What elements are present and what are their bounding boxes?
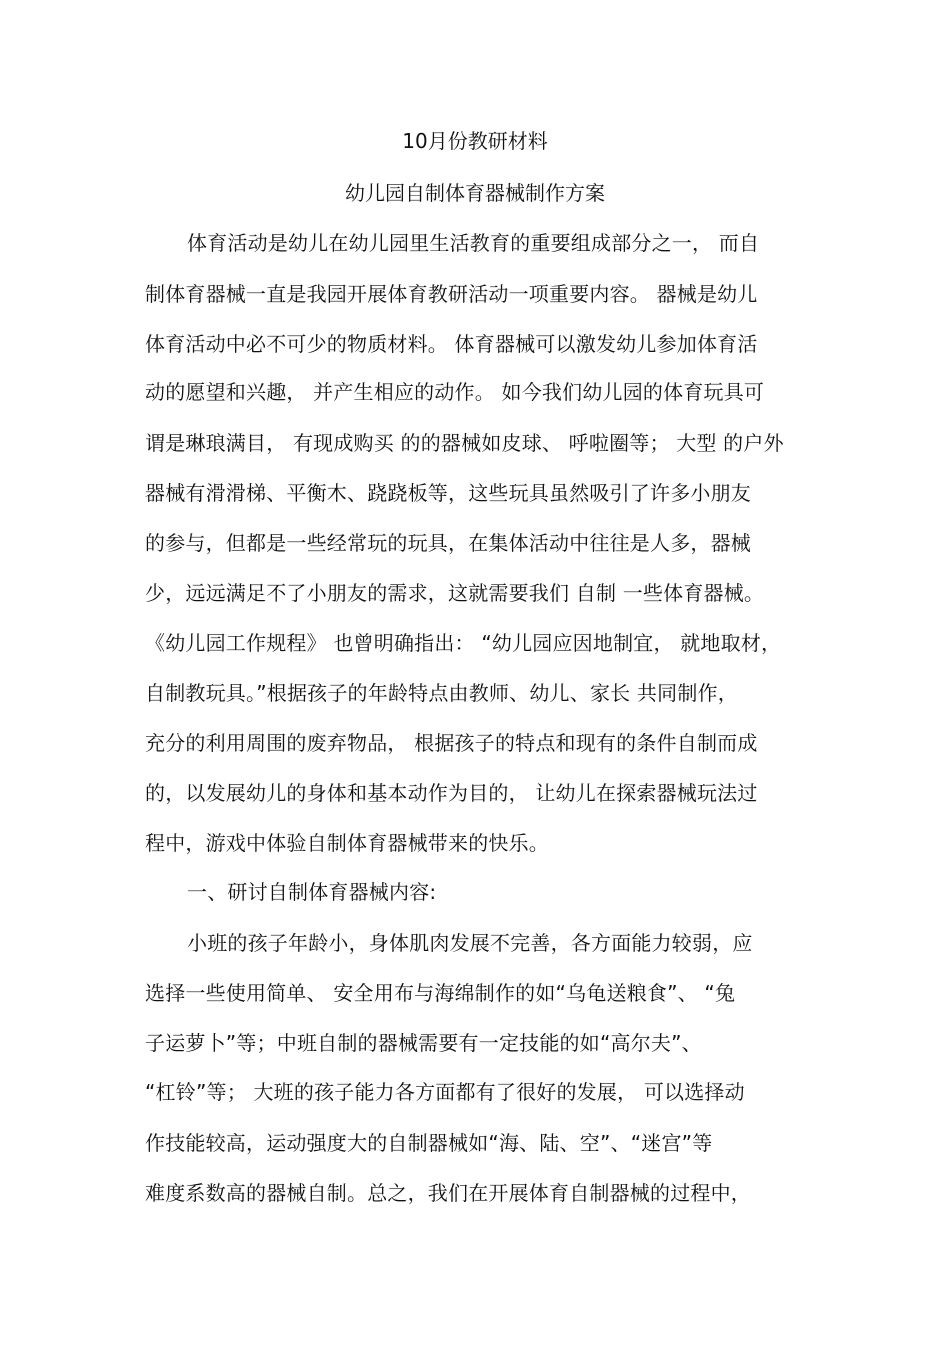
paragraph-line: 小班的孩子年龄小，身体肌肉发展不完善，各方面能力较弱，应 [187, 931, 753, 955]
paragraph-line: “杠铃”等； 大班的孩子能力各方面都有了很好的发展， 可以选择动 [145, 1080, 745, 1104]
document-subtitle: 幼儿园自制体育器械制作方案 [345, 181, 605, 205]
paragraph-line: 《幼儿园工作规程》 也曾明确指出： “幼儿园应因地制宜， 就地取材， [145, 631, 782, 655]
paragraph-line: 少，远远满足不了小朋友的需求，这就需要我们 自制 一些体育器械。 [145, 581, 765, 605]
paragraph-line: 作技能较高，运动强度大的自制器械如“海、陆、空”、“迷宫”等 [145, 1131, 713, 1155]
paragraph-line: 充分的利用周围的废弃物品， 根据孩子的特点和现有的条件自制而成 [145, 731, 758, 755]
paragraph-line: 的，以发展幼儿的身体和基本动作为目的， 让幼儿在探索器械玩法过 [145, 781, 758, 805]
document-heading: 10月份教研材料 [402, 129, 548, 153]
paragraph-line: 体育活动是幼儿在幼儿园里生活教育的重要组成部分之一， 而自 [187, 231, 760, 255]
section-heading: 一、研讨自制体育器械内容: [187, 880, 437, 904]
paragraph-line: 动的愿望和兴趣， 并产生相应的动作。 如今我们幼儿园的体育玩具可 [145, 380, 765, 404]
paragraph-line: 子运萝卜”等；中班自制的器械需要有一定技能的如“高尔夫”、 [145, 1031, 702, 1055]
paragraph-line: 程中，游戏中体验自制体育器械带来的快乐。 [145, 831, 549, 855]
paragraph-line: 选择一些使用简单、 安全用布与海绵制作的如“乌龟送粮食”、 “兔 [145, 981, 736, 1005]
paragraph-line: 谓是琳琅满目， 有现成购买 的的器械如皮球、 呼啦圈等； 大型 的户外 [145, 431, 784, 455]
paragraph-line: 体育活动中必不可少的物质材料。 体育器械可以激发幼儿参加体育活 [145, 332, 758, 356]
paragraph-line: 的参与，但都是一些经常玩的玩具，在集体活动中往往是人多，器械 [145, 531, 751, 555]
paragraph-line: 制体育器械一直是我园开展体育教研活动一项重要内容。 器械是幼儿 [145, 282, 758, 306]
paragraph-line: 器械有滑滑梯、平衡木、跷跷板等，这些玩具虽然吸引了许多小朋友 [145, 481, 751, 505]
paragraph-line: 难度系数高的器械自制。总之，我们在开展体育自制器械的过程中， [145, 1181, 751, 1205]
paragraph-line: 自制教玩具。”根据孩子的年龄特点由教师、幼儿、家长 共同制作， [145, 681, 738, 705]
